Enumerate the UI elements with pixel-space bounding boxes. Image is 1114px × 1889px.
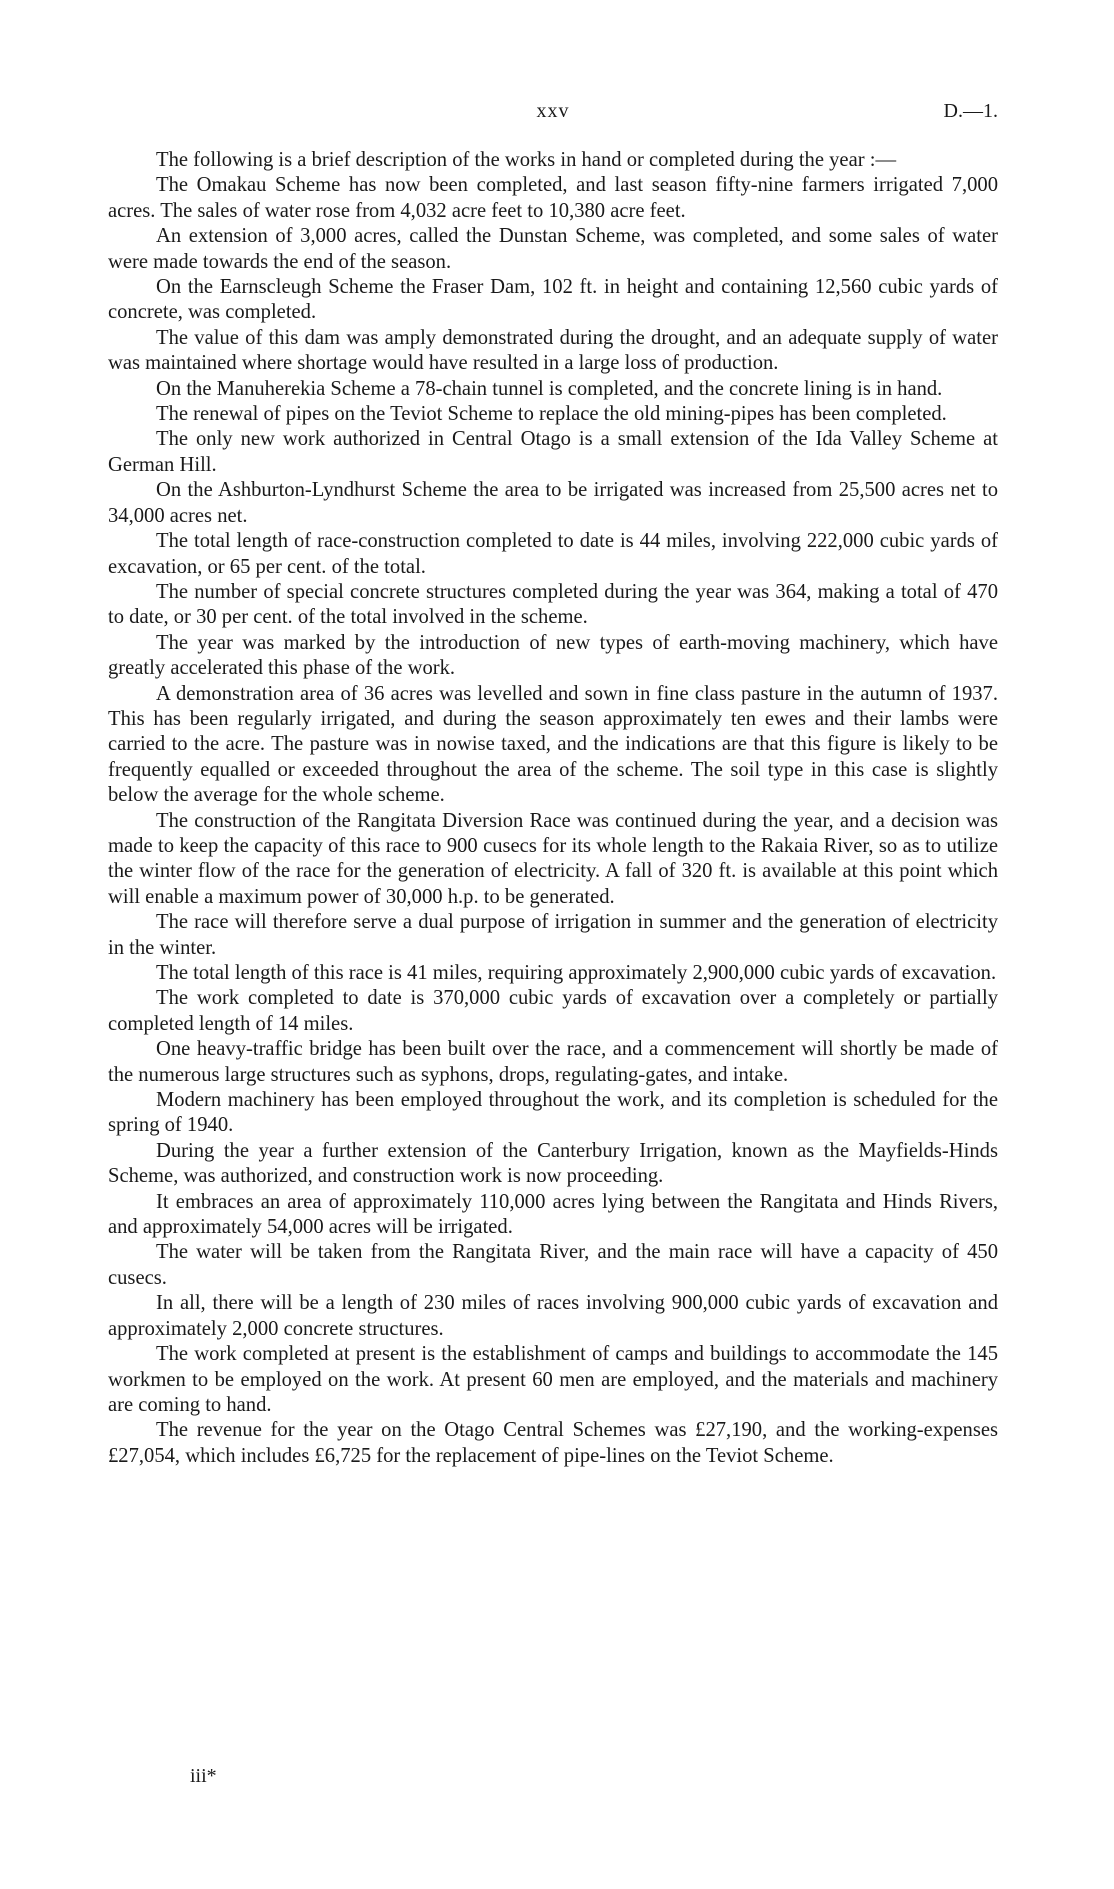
paragraph-modern-machinery: Modern machinery has been employed throughout the work, and its completion is scheduled for the spring of 1940. [108, 1089, 998, 1137]
paragraph-revenue: The revenue for the year on the Otago Central Schemes was £27,190, and the working-expenses £27,054, which includes £6,725 for the replacement of pipe-lines on the Teviot Scheme. [108, 1419, 998, 1467]
paragraph-work-completed: The work completed to date is 370,000 cubic yards of excavation over a completely or partially completed length of 14 miles. [108, 987, 998, 1035]
paragraph-earnscleugh-scheme: On the Earnscleugh Scheme the Fraser Dam, 102 ft. in height and containing 12,560 cubic yards of concrete, was completed. [108, 276, 998, 324]
paragraph-area-embraced: It embraces an area of approximately 110,000 acres lying between the Rangitata and Hinds Rivers, and approximately 54,000 acres will be irrigated. [108, 1190, 998, 1239]
paragraph-earth-moving-machinery: The year was marked by the introduction of new types of earth-moving machinery, which have greatly accelerated this phase of the work. [108, 631, 998, 680]
signature-mark: iii* [190, 1765, 217, 1787]
paragraph-rangitata-diversion: The construction of the Rangitata Diversion Race was continued during the year, and a decision was made to keep the capacity of this race to 900 cusecs for its whole length to the Rakaia River, so as to utilize the winter flow of the race for the generation of electricity. A fall of 320 ft. is available at this point which will enable a maximum power of 30,000 h.p. to be generated. [108, 809, 998, 908]
paragraph-dunstan-scheme: An extension of 3,000 acres, called the Dunstan Scheme, was completed, and some sales of water were made towards the end of the season. [108, 225, 998, 273]
page-header [108, 100, 998, 134]
document-reference: D.—1. [943, 100, 998, 122]
paragraph-race-length: The total length of this race is 41 miles, requiring approximately 2,900,000 cubic yards of excavation. [156, 962, 997, 984]
paragraph-demonstration-area: A demonstration area of 36 acres was levelled and sown in fine class pasture in the autumn of 1937. This has been regularly irrigated, and during the season approximately ten ewes and their lambs were carried to the acre. The pasture was in nowise taxed, and the indications are that this figure is likely to be frequently equalled or exceeded throughout the area of the scheme. The soil type in this case is slightly below the average for the whole scheme. [108, 682, 998, 807]
paragraph-mayfields-hinds: During the year a further extension of the Canterbury Irrigation, known as the Mayfields-Hinds Scheme, was authorized, and construction work is now proceeding. [108, 1139, 998, 1188]
paragraph-race-construction: The total length of race-construction completed to date is 44 miles, involving 222,000 cubic yards of excavation, or 65 per cent. of the total. [108, 530, 998, 578]
page-number: xxv [536, 100, 570, 122]
paragraph-concrete-structures: The number of special concrete structures completed during the year was 364, making a total of 470 to date, or 30 per cent. of the total involved in the scheme. [108, 580, 998, 629]
report-body [108, 148, 998, 1469]
paragraph-dual-purpose: The race will therefore serve a dual purpose of irrigation in summer and the generation of electricity in the winter. [108, 911, 998, 959]
paragraph-manuherekia-scheme: On the Manuherekia Scheme a 78-chain tunnel is completed, and the concrete lining is in hand. [156, 377, 943, 400]
paragraph-races-total: In all, there will be a length of 230 miles of races involving 900,000 cubic yards of excavation and approximately 2,000 concrete structures. [108, 1292, 998, 1340]
paragraph-teviot-scheme: The renewal of pipes on the Teviot Scheme to replace the old mining-pipes has been completed. [156, 403, 947, 426]
paragraph-bridge: One heavy-traffic bridge has been built over the race, and a commencement will shortly be made of the numerous large structures such as syphons, drops, regulating-gates, and intake. [108, 1038, 998, 1086]
paragraph-water-source: The water will be taken from the Rangitata River, and the main race will have a capacity of 450 cusecs. [108, 1241, 998, 1289]
paragraph-camps: The work completed at present is the establishment of camps and buildings to accommodate the 145 workmen to be employed on the work. At present 60 men are employed, and the materials and machinery are coming to hand. [108, 1343, 998, 1416]
paragraph-intro: The following is a brief description of the works in hand or completed during the year :— [156, 149, 897, 171]
paragraph-omakau-scheme: The Omakau Scheme has now been completed, and last season fifty-nine farmers irrigated 7,000 acres. The sales of water rose from 4,032 acre feet to 10,380 acre feet. [108, 174, 998, 222]
paragraph-ida-valley: The only new work authorized in Central Otago is a small extension of the Ida Valley Scheme at German Hill. [108, 428, 998, 476]
paragraph-dam-value: The value of this dam was amply demonstrated during the drought, and an adequate supply of water was maintained where shortage would have resulted in a large loss of production. [108, 326, 998, 375]
paragraph-ashburton-lyndhurst: On the Ashburton-Lyndhurst Scheme the area to be irrigated was increased from 25,500 acres net to 34,000 acres net. [108, 479, 998, 527]
